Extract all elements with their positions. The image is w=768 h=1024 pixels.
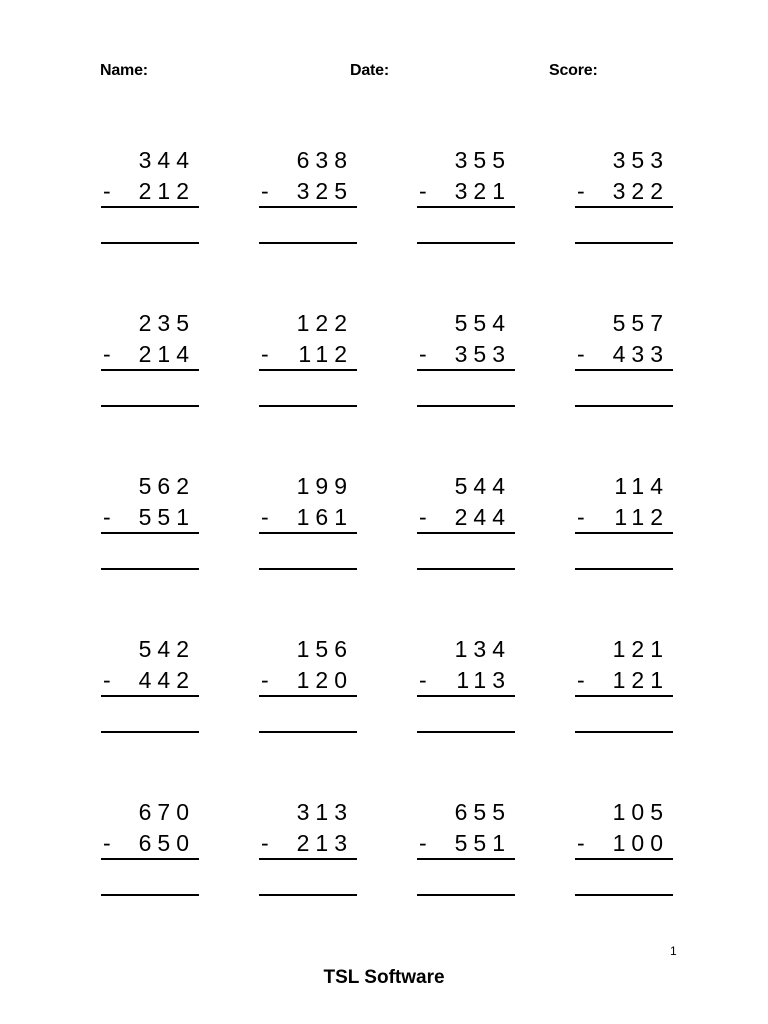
- subtrahend: 244: [454, 504, 511, 530]
- subtraction-problem: [575, 636, 673, 736]
- minuend: 355: [454, 147, 511, 173]
- minus-sign: -: [577, 341, 585, 367]
- answer-line[interactable]: [101, 568, 199, 570]
- subtraction-problem: [259, 473, 357, 573]
- answer-line[interactable]: [259, 405, 357, 407]
- minus-sign: -: [577, 667, 585, 693]
- subtrahend: 212: [138, 178, 195, 204]
- subtrahend: 213: [296, 830, 353, 856]
- minuend: 554: [454, 310, 511, 336]
- subtrahend: 551: [454, 830, 511, 856]
- subtraction-line: [259, 695, 357, 697]
- subtrahend: 120: [296, 667, 353, 693]
- minus-sign: -: [261, 178, 269, 204]
- subtraction-problem: [575, 147, 673, 247]
- minuend: 121: [612, 636, 669, 662]
- subtraction-line: [417, 206, 515, 208]
- subtraction-line: [417, 858, 515, 860]
- subtrahend: 650: [138, 830, 195, 856]
- subtraction-line: [101, 206, 199, 208]
- minuend: 562: [138, 473, 195, 499]
- subtrahend: 161: [296, 504, 353, 530]
- subtraction-line: [259, 369, 357, 371]
- minus-sign: -: [577, 830, 585, 856]
- answer-line[interactable]: [101, 405, 199, 407]
- minuend: 114: [614, 473, 669, 499]
- subtrahend: 433: [612, 341, 669, 367]
- minuend: 544: [454, 473, 511, 499]
- answer-line[interactable]: [417, 731, 515, 733]
- subtrahend: 551: [138, 504, 195, 530]
- minuend: 156: [296, 636, 353, 662]
- subtrahend: 112: [298, 341, 353, 367]
- subtraction-problem: [259, 310, 357, 410]
- answer-line[interactable]: [259, 568, 357, 570]
- subtraction-line: [259, 858, 357, 860]
- answer-line[interactable]: [259, 242, 357, 244]
- subtraction-line: [575, 369, 673, 371]
- answer-line[interactable]: [417, 405, 515, 407]
- subtraction-problem: [575, 799, 673, 899]
- minuend: 313: [296, 799, 353, 825]
- minus-sign: -: [419, 178, 427, 204]
- minus-sign: -: [103, 667, 111, 693]
- subtrahend: 100: [612, 830, 669, 856]
- answer-line[interactable]: [417, 568, 515, 570]
- subtraction-line: [417, 695, 515, 697]
- subtraction-problem: [101, 310, 199, 410]
- minus-sign: -: [261, 830, 269, 856]
- subtraction-line: [417, 532, 515, 534]
- minuend: 353: [612, 147, 669, 173]
- subtraction-line: [101, 695, 199, 697]
- minus-sign: -: [261, 667, 269, 693]
- answer-line[interactable]: [575, 894, 673, 896]
- minuend: 344: [138, 147, 195, 173]
- answer-line[interactable]: [417, 894, 515, 896]
- subtraction-problem: [259, 799, 357, 899]
- subtraction-line: [259, 532, 357, 534]
- minus-sign: -: [419, 504, 427, 530]
- subtraction-line: [259, 206, 357, 208]
- minus-sign: -: [103, 341, 111, 367]
- minus-sign: -: [577, 178, 585, 204]
- subtraction-line: [101, 858, 199, 860]
- minuend: 199: [296, 473, 353, 499]
- subtraction-problem: [575, 310, 673, 410]
- subtrahend: 322: [612, 178, 669, 204]
- minuend: 105: [612, 799, 669, 825]
- subtraction-line: [101, 369, 199, 371]
- minuend: 670: [138, 799, 195, 825]
- subtrahend: 442: [138, 667, 195, 693]
- minus-sign: -: [261, 504, 269, 530]
- answer-line[interactable]: [101, 731, 199, 733]
- subtraction-problem: [575, 473, 673, 573]
- subtraction-problem: [417, 147, 515, 247]
- minus-sign: -: [103, 178, 111, 204]
- minuend: 134: [454, 636, 511, 662]
- minus-sign: -: [577, 504, 585, 530]
- subtraction-problem: [417, 473, 515, 573]
- minuend: 235: [138, 310, 195, 336]
- subtraction-problem: [417, 636, 515, 736]
- answer-line[interactable]: [101, 894, 199, 896]
- minuend: 122: [296, 310, 353, 336]
- date-label: Date:: [350, 62, 390, 79]
- subtraction-line: [575, 206, 673, 208]
- subtraction-problem: [101, 147, 199, 247]
- score-label: Score:: [549, 62, 598, 79]
- minus-sign: -: [419, 830, 427, 856]
- subtraction-problem: [259, 147, 357, 247]
- subtraction-problem: [417, 799, 515, 899]
- subtrahend: 214: [138, 341, 195, 367]
- minuend: 557: [612, 310, 669, 336]
- minuend: 542: [138, 636, 195, 662]
- footer-company: TSL Software: [323, 967, 445, 988]
- name-label: Name:: [100, 62, 148, 79]
- minus-sign: -: [419, 667, 427, 693]
- subtraction-line: [575, 858, 673, 860]
- subtrahend: 353: [454, 341, 511, 367]
- subtraction-problem: [101, 473, 199, 573]
- subtraction-problem: [259, 636, 357, 736]
- subtraction-problem: [417, 310, 515, 410]
- minuend: 655: [454, 799, 511, 825]
- minus-sign: -: [103, 830, 111, 856]
- subtraction-line: [575, 532, 673, 534]
- minuend: 638: [296, 147, 353, 173]
- subtrahend: 321: [454, 178, 511, 204]
- answer-line[interactable]: [259, 894, 357, 896]
- subtrahend: 325: [296, 178, 353, 204]
- answer-line[interactable]: [259, 731, 357, 733]
- subtrahend: 121: [612, 667, 669, 693]
- subtraction-line: [575, 695, 673, 697]
- answer-line[interactable]: [575, 242, 673, 244]
- subtraction-problem: [101, 799, 199, 899]
- subtrahend: 113: [456, 667, 511, 693]
- subtraction-problem: [101, 636, 199, 736]
- answer-line[interactable]: [417, 242, 515, 244]
- minus-sign: -: [261, 341, 269, 367]
- minus-sign: -: [419, 341, 427, 367]
- subtraction-line: [101, 532, 199, 534]
- subtrahend: 112: [614, 504, 669, 530]
- page-number: 1: [670, 944, 677, 958]
- minus-sign: -: [103, 504, 111, 530]
- answer-line[interactable]: [575, 405, 673, 407]
- answer-line[interactable]: [575, 568, 673, 570]
- subtraction-line: [417, 369, 515, 371]
- answer-line[interactable]: [101, 242, 199, 244]
- answer-line[interactable]: [575, 731, 673, 733]
